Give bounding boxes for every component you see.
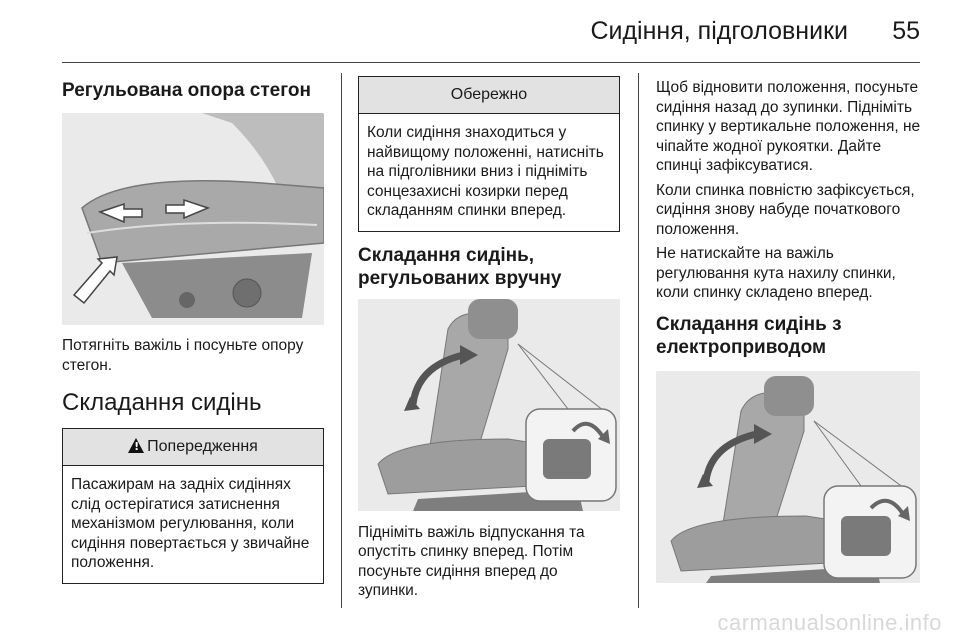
page-number: 55: [892, 17, 920, 45]
manual-folding-heading: Складання сидінь, регульованих вручну: [358, 244, 562, 289]
column-divider-2: [638, 73, 639, 608]
header-rule: [62, 62, 920, 63]
thigh-support-caption: Потягніть важіль і посуньте опору стегон.: [62, 337, 304, 374]
column-2: [358, 73, 620, 601]
electric-folding-heading: Складання сидінь з електроприводом: [656, 313, 842, 358]
warning-title: Попередження: [147, 438, 258, 455]
column-divider-1: [341, 73, 342, 608]
warning-text: Пасажирам на задніх сидіннях слід остерігатися затиснення механізмом регулювання, коли сидіння повертається у звичайне положення.: [71, 476, 310, 571]
caution-text: Коли сидіння знаходиться у найвищому положенні, натисніть на підголівники вниз і підніміть сонцезахисні козирки перед складанням спинки вперед.: [367, 124, 604, 219]
thigh-support-heading: Регульована опора стегон: [62, 80, 311, 101]
electric-folding-figure: [656, 371, 920, 583]
restore-paragraph: Щоб відновити положення, посуньте сидіння назад до зупинки. Підніміть спинку у вертикальне положення, не чіпайте жодної рукоятки. Дайте спинці зафіксуватися.: [656, 79, 921, 174]
column-3: [656, 73, 922, 583]
caution-title: Обережно: [359, 77, 619, 114]
manual-folding-figure: [358, 299, 620, 511]
do-not-press-paragraph: Не натискайте на важіль регулювання кута нахилу спинки, коли спинку складено вперед.: [656, 245, 896, 301]
warning-box: [62, 428, 324, 584]
warning-box-header: [63, 429, 323, 466]
warning-triangle-icon: !: [128, 438, 144, 453]
column-1: [62, 73, 324, 584]
caution-box: [358, 76, 620, 232]
lock-paragraph: Коли спинка повністю зафіксується, сидіння знову набуде початкового положення.: [656, 181, 915, 238]
thigh-support-figure: [62, 113, 324, 325]
page-header-title: Сидіння, підголовники: [590, 17, 848, 45]
seat-folding-heading: Складання сидінь: [62, 389, 262, 416]
manual-folding-caption: Підніміть важіль відпускання та опустіть спинку вперед. Потім посуньте сидіння вперед до зупинки.: [358, 523, 585, 599]
watermark: carmanualsonline.info: [717, 610, 942, 635]
